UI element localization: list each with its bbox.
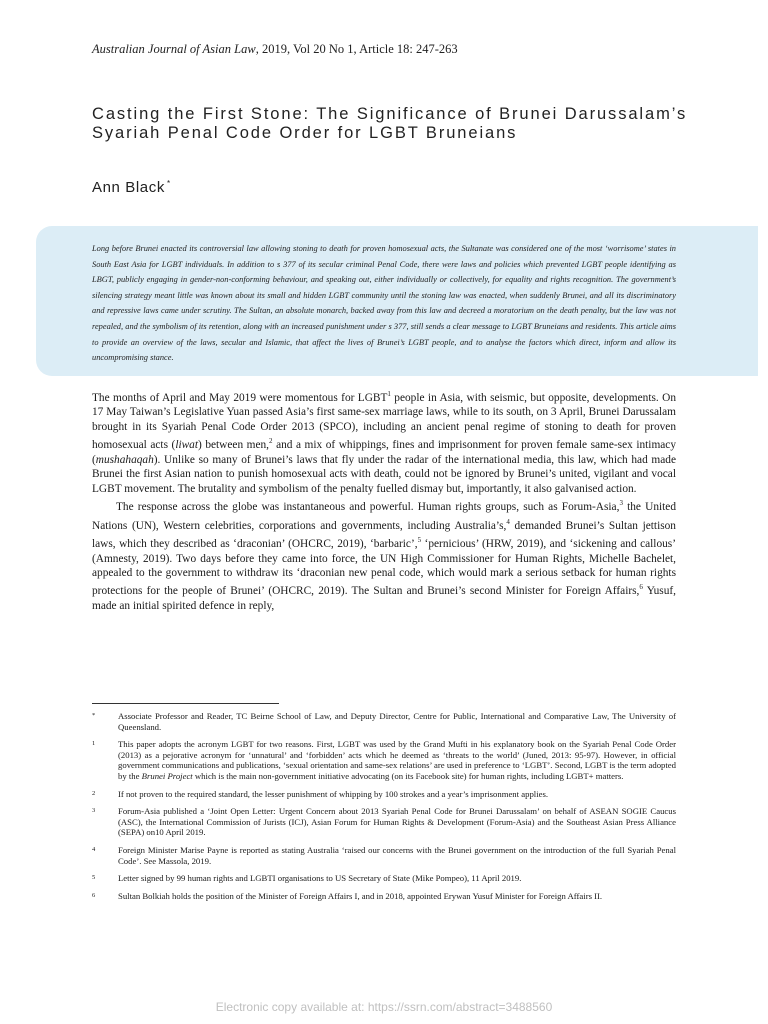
footnote-item [92, 845, 676, 866]
footnote-item [92, 789, 676, 800]
footnote-mark: 2 [92, 789, 96, 797]
p2-text-b: the United Nations (UN), Western celebrities, corporations and governments, including Australia’s, [92, 501, 676, 532]
footnote-item [92, 891, 676, 902]
p1-text-b: people in Asia, with seismic, but opposite, developments. On 17 May Taiwan’s Legislative Yuan passed Asia’s first same-sex marriage laws, while to its south, on 3 April, Brunei Darussalam brought in its Syariah Penal Code Order 2013 (SPCO), including an ancient penal regime of stoning to death for proven homosexual acts ( [92, 392, 676, 452]
term-liwat: liwat [175, 439, 199, 452]
footnote-divider [92, 703, 279, 704]
footnote-ref-4[interactable]: 4 [506, 517, 510, 526]
footnote-text-b: which is the main non-government initiative advocating (on its Facebook site) for human rights, including LGBT+ matters. [192, 770, 624, 781]
abstract: Long before Brunei enacted its controversial law allowing stoning to death for proven homosexual acts, the Sultanate was considered one of the most ‘worrisome’ states in South East Asia for LGBT individuals. In addition to s 377 of its secular criminal Penal Code, there were laws and policies which prevented LGBT people identifying as LBGT, publicly engaging in gender-non-conforming behaviour, and speaking out, either individually or collectively, for equality and rights recognition. The government’s silencing strategy meant little was known about its small and hidden LGBT community until the stoning law was enacted, when suddenly Brunei, and all its discriminatory and repressive laws came under scrutiny. The Sultan, an absolute monarch, backed away from this law and decreed a moratorium on the death penalty, but the law was not repealed, and the symbolism of its retention, along with an increased punishment under s 377, still sends a clear message to LGBT Bruneians and residents. This article aims to provide an overview of the laws, secular and Islamic, that affect the lives of Brunei’s LGBT people, and to analyse the factors which direct, inform and allow its uncompromising stance. [92, 244, 676, 363]
footnote-mark: 3 [92, 807, 96, 815]
footnote-mark: * [92, 712, 96, 719]
p1-text-e: ). Unlike so many of Brunei’s laws that fly under the radar of the international media, this law, which had made Brunei the first Asian nation to punish homosexual acts with death, could not be ignored by Brunei’s united, vigilant and vocal LGBT movement. The brutality and symbolism of the penalty fuelled dismay but, importantly, it also galvanised action. [92, 453, 676, 495]
article-title: Casting the First Stone: The Significance of Brunei Darussalam’s Syariah Penal Code Order for LGBT Bruneians [92, 105, 688, 142]
p2-text-e: Yusuf, made an initial spirited defence in reply, [92, 585, 676, 612]
footnote-ref-2[interactable]: 2 [269, 437, 273, 446]
footnote-item [92, 873, 676, 884]
term-mushahaqah: mushahaqah [95, 453, 154, 466]
p2-text-c: demanded Brunei’s Sultan jettison laws, which they described as ‘draconian’ (OHCRC, 2019), ‘barbaric’, [92, 519, 676, 551]
body-text [92, 387, 676, 613]
journal-name: Australian Journal of Asian Law [92, 42, 256, 56]
footnote-item [92, 739, 676, 781]
ssrn-link[interactable]: Electronic copy available at: https://ssrn.com/abstract=3488560 [215, 1000, 553, 1014]
footnote-mark: 6 [92, 891, 96, 899]
body-paragraph-2 [92, 496, 676, 613]
footnote-ref-3[interactable]: 3 [619, 499, 623, 508]
footnote-mark: 4 [92, 845, 96, 853]
footnote-mark: 1 [92, 740, 96, 748]
footnote-text: If not proven to the required standard, the lesser punishment of whipping by 100 strokes and a year’s imprisonment applies. [118, 788, 549, 799]
footnote-ref-6[interactable]: 6 [639, 583, 643, 592]
footnote-ref-1[interactable]: 1 [387, 390, 391, 398]
p1-text-c: ) between men, [198, 439, 270, 452]
footnote-mark: 5 [92, 874, 96, 882]
footnote-italic: Brunei Project [141, 770, 193, 781]
footnote-text [118, 739, 676, 781]
author-name: Ann Black [92, 179, 165, 196]
author-line [92, 179, 171, 196]
footnotes [92, 711, 676, 908]
author-footnote-mark: * [166, 179, 171, 188]
p1-text-a: The months of April and May 2019 were momentous for LGBT [92, 392, 388, 404]
footnote-text: Forum-Asia published a ‘Joint Open Letter: Urgent Concern about 2013 Syariah Penal Code for Brunei Darussalam’ on behalf of ASEAN SOGIE Caucus (ASC), the International Commission of Jurists (ICJ), Asian Forum for Human Rights & Development (Forum-Asia) and the Southeast Asian Press Alliance (SEPA) on10 April 2019. [118, 806, 676, 838]
footnote-item [92, 711, 676, 732]
footnote-text-a: This paper adopts the acronym LGBT for two reasons. First, LGBT was used by the Grand Mufti in his explanatory book on the Syariah Penal Code Order (2013) as a pejorative acronym for ‘unnatural’ and ‘forbidden’ acts which he deemed as ‘threats to the world’ (Juned, 2013: 95-97). However, in official government communications and publications, ‘sexual orientation and same-sex relations’ are used in preference to ‘LGBT’. Second, LGBT is the term adopted by the [118, 739, 676, 781]
footnote-ref-5[interactable]: 5 [417, 536, 422, 545]
footnote-item [92, 806, 676, 838]
journal-citation [92, 42, 692, 57]
journal-details: , 2019, Vol 20 No 1, Article 18: 247-263 [255, 42, 458, 56]
footnote-text: Foreign Minister Marise Payne is reported as stating Australia ‘raised our concerns with the Brunei government on the introduction of the full Syariah Penal Code’. See Massola, 2019. [118, 844, 676, 866]
body-paragraph-1 [92, 387, 676, 496]
p2-text-a: The response across the globe was instantaneous and powerful. Human rights groups, such as Forum-Asia, [116, 501, 620, 514]
footnote-text: Sultan Bolkiah holds the position of the Minister of Foreign Affairs I, and in 2018, appointed Erywan Yusuf Minister for Foreign Affairs II. [118, 890, 603, 901]
footnote-text: Associate Professor and Reader, TC Beirne School of Law, and Deputy Director, Centre for Public, International and Comparative Law, The University of Queensland. [118, 711, 676, 732]
p1-text-d: and a mix of whippings, fines and imprisonment for proven female same-sex intimacy ( [92, 439, 677, 466]
p2-text-d: ‘pernicious’ (HRW, 2019), and ‘sickening and callous’ (Amnesty, 2019). Two days before they came into force, the UN High Commissioner for Human Rights, Michelle Bachelet, appealed to the government to withdraw its ‘draconian new penal code, which would mark a serious setback for human rights protections for the people of Brunei’ (OHCRC, 2019). The Sultan and Brunei’s second Minister for Foreign Affairs, [92, 538, 676, 598]
footnote-text: Letter signed by 99 human rights and LGBTI organisations to US Secretary of State (Mike Pompeo), 11 April 2019. [118, 873, 522, 884]
